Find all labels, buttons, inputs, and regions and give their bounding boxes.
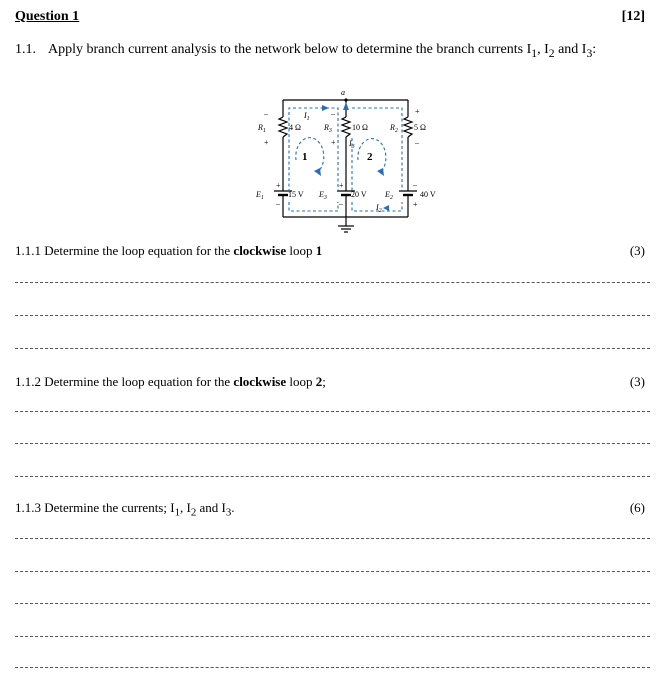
answer-line[interactable] <box>15 636 650 637</box>
question-title: Question 1 <box>15 9 80 24</box>
answer-line[interactable] <box>15 603 650 604</box>
e2-minus-sign: – <box>413 180 417 189</box>
r3-minus-sign: – <box>331 109 335 118</box>
r1-minus-sign: – <box>264 109 268 118</box>
r2-label: $R_2$ <box>390 123 398 134</box>
i1-arrow-icon <box>322 105 329 111</box>
answer-line[interactable] <box>15 538 650 539</box>
node-a-label: a <box>341 88 345 97</box>
question-1-1-number: 1.1. <box>15 42 36 57</box>
loop-1-arc <box>296 138 324 172</box>
resistor-r2 <box>404 117 412 137</box>
answer-line[interactable] <box>15 411 650 412</box>
question-1-1-1-prompt: 1.1.1 Determine the loop equation for the clockwise loop 1 <box>15 243 323 258</box>
e1-minus-sign: – <box>276 199 280 208</box>
r1-value: 4 Ω <box>289 123 301 132</box>
i3-arrow-icon <box>343 102 349 110</box>
circuit-wires <box>283 100 408 226</box>
current-path-i2 <box>352 108 402 192</box>
answer-line[interactable] <box>15 476 650 477</box>
current-path-i1 <box>289 108 338 192</box>
e1-plus-sign: + <box>276 181 281 190</box>
loop-1-arrow-icon <box>314 168 321 176</box>
r1-label: $R_1$ <box>258 123 266 134</box>
answer-line[interactable] <box>15 282 650 283</box>
question-1-1-prompt: 1.1. Apply branch current analysis to the network below to determine the branch currents $I_1$, $I_2$ and $I_3$: <box>15 42 597 60</box>
answer-line[interactable] <box>15 315 650 316</box>
question-1-1-1-marks: (3) <box>629 243 645 258</box>
answer-line[interactable] <box>15 348 650 349</box>
question-1-1-2-marks: (3) <box>629 374 645 389</box>
r2-plus-sign: + <box>415 107 420 116</box>
question-total-marks: [12] <box>621 9 645 24</box>
i2-label: $I_2$ <box>376 203 382 214</box>
r3-value: 10 Ω <box>352 123 368 132</box>
e2-plus-sign: + <box>413 200 418 209</box>
resistor-r1 <box>279 117 287 137</box>
e3-value: 20 V <box>351 190 367 199</box>
question-1-1-3-marks: (6) <box>629 500 645 515</box>
e1-value: 15 V <box>288 190 304 199</box>
node-a-dot <box>344 98 347 101</box>
i2-arrow-icon <box>383 205 389 211</box>
e2-value: 40 V <box>420 190 436 199</box>
r3-plus-sign: + <box>331 138 336 147</box>
i1-label: $I_1$ <box>304 111 310 122</box>
question-1-1-3-prompt: 1.1.3 Determine the currents; $I_1$, $I_2$ and $I_3$. <box>15 500 235 519</box>
answer-line[interactable] <box>15 571 650 572</box>
answer-line[interactable] <box>15 667 650 668</box>
r1-plus-sign: + <box>264 138 269 147</box>
loop-2-label: 2 <box>367 151 373 163</box>
ground-icon <box>338 226 354 232</box>
r2-minus-sign: – <box>415 138 419 147</box>
r2-value: 5 Ω <box>414 123 426 132</box>
circuit-diagram <box>0 0 659 240</box>
answer-line[interactable] <box>15 443 650 444</box>
e3-minus-sign: – <box>339 199 343 208</box>
e2-label: $E_2$ <box>385 190 393 201</box>
loop-2-arrow-icon <box>377 168 384 176</box>
i3-label: $I_3$ <box>349 139 355 150</box>
r3-label: $R_3$ <box>324 123 332 134</box>
resistor-r3 <box>342 117 350 137</box>
e3-plus-sign: + <box>339 181 344 190</box>
e1-label: $E_1$ <box>256 190 264 201</box>
loop-1-label: 1 <box>302 151 308 163</box>
question-1-1-2-prompt: 1.1.2 Determine the loop equation for the clockwise loop 2; <box>15 374 326 389</box>
current-path-bottom-left <box>289 202 338 211</box>
e3-label: $E_3$ <box>319 190 327 201</box>
